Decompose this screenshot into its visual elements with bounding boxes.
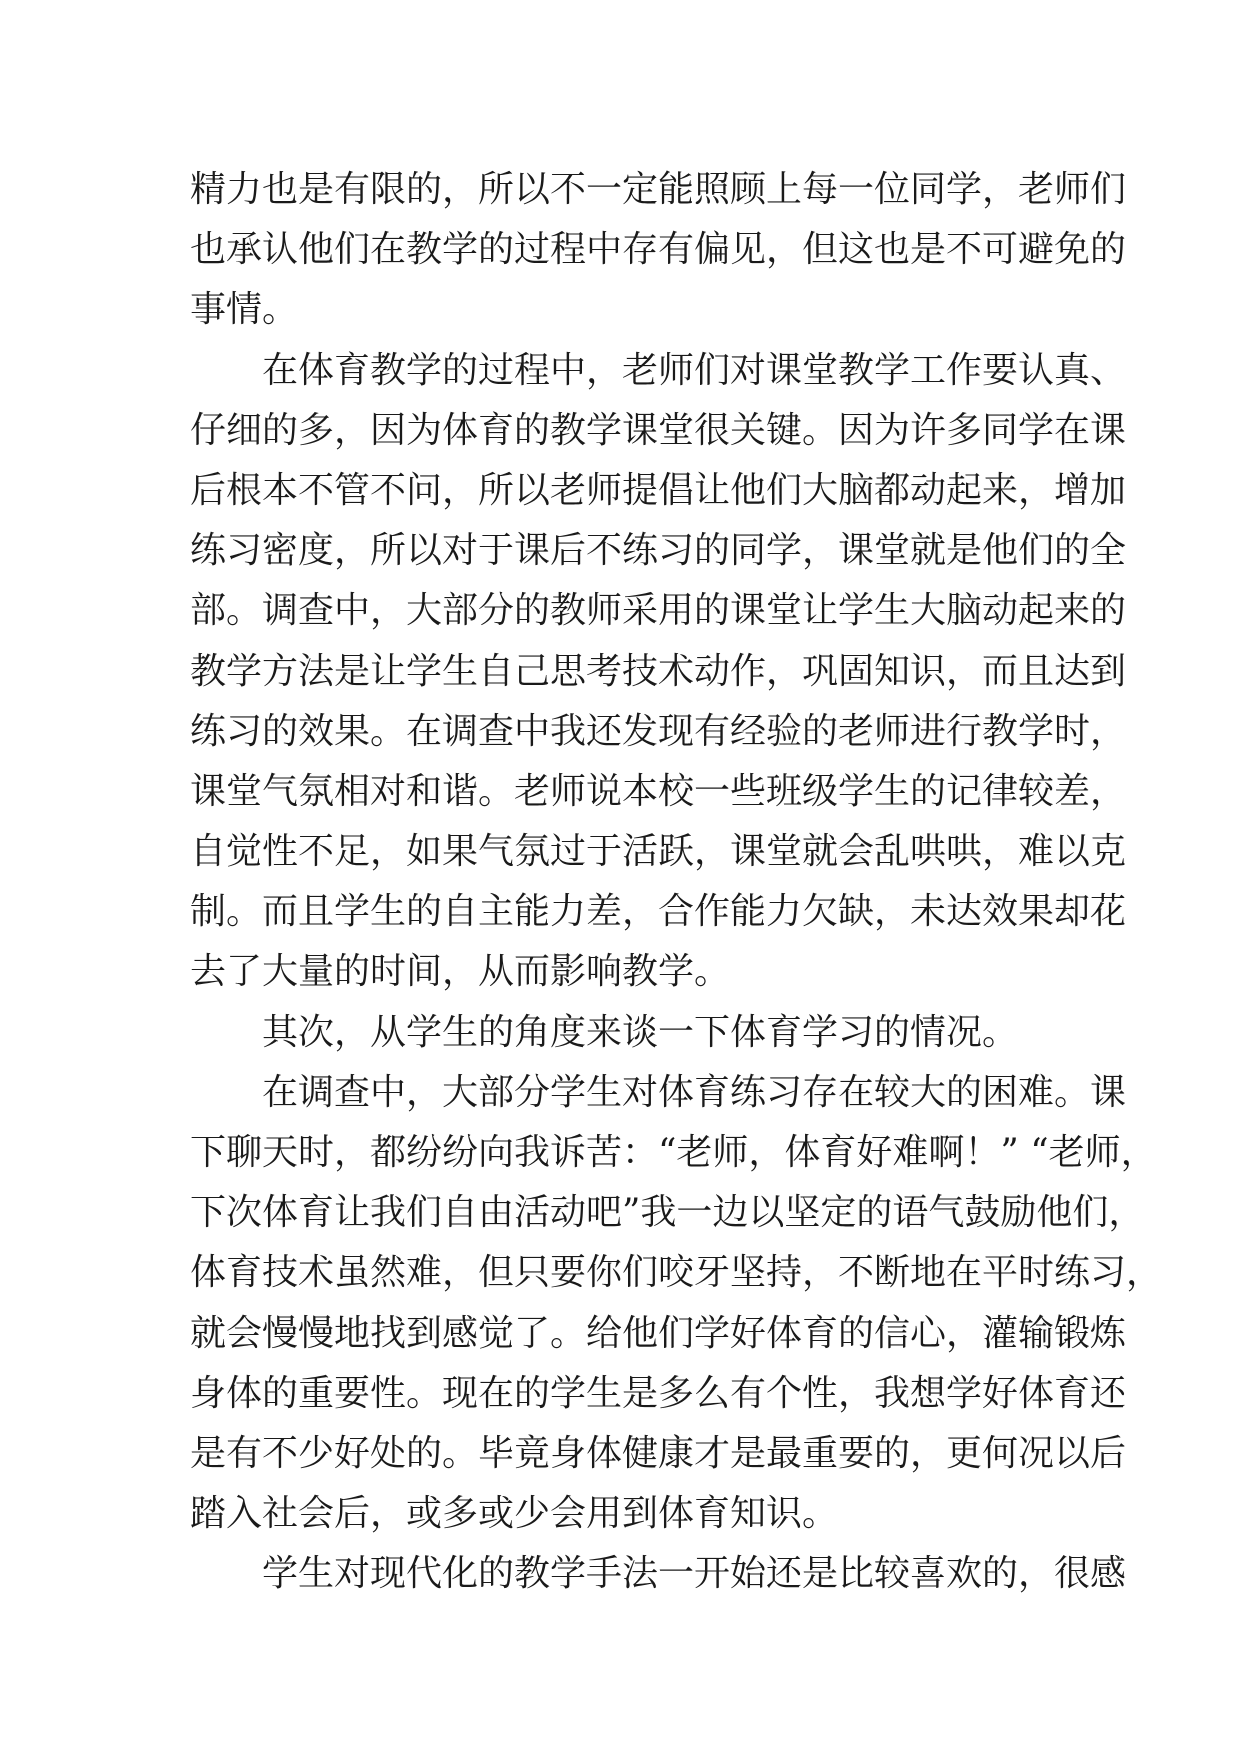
text-line: 事情。 [190, 289, 299, 331]
text-line: 学生对现代化的教学手法一开始还是比较喜欢的，很感 [262, 1553, 1127, 1595]
text-line: 仔细的多，因为体育的教学课堂很关键。因为许多同学在课 [190, 409, 1127, 451]
text-line: 踏入社会后，或多或少会用到体育知识。 [190, 1493, 839, 1535]
text-line: 后根本不管不问，所以老师提倡让他们大脑都动起来，增加 [190, 469, 1127, 511]
text-line: 去了大量的时间，从而影响教学。 [190, 951, 731, 993]
text-line: 下次体育让我们自由活动吧”我一边以坚定的语气鼓励他们， [190, 1192, 1145, 1234]
text-line: 身体的重要性。现在的学生是多么有个性，我想学好体育还 [190, 1372, 1127, 1414]
text-line: 自觉性不足，如果气氛过于活跃，课堂就会乱哄哄，难以克 [190, 831, 1127, 873]
text-line: 其次，从学生的角度来谈一下体育学习的情况。 [262, 1011, 1019, 1053]
text-line: 部。调查中，大部分的教师采用的课堂让学生大脑动起来的 [190, 590, 1127, 632]
document-body [190, 160, 1163, 1605]
text-line: 也承认他们在教学的过程中存有偏见，但这也是不可避免的 [190, 229, 1127, 271]
text-line: 精力也是有限的，所以不一定能照顾上每一位同学，老师们 [190, 169, 1127, 210]
text-line: 下聊天时，都纷纷向我诉苦：“老师，体育好难啊！” “老师， [190, 1132, 1157, 1173]
text-line: 就会慢慢地找到感觉了。给他们学好体育的信心，灌输锻炼 [190, 1312, 1127, 1354]
text-line: 制。而且学生的自主能力差，合作能力欠缺，未达效果却花 [190, 891, 1127, 933]
text-line: 在体育教学的过程中，老师们对课堂教学工作要认真、 [262, 349, 1127, 391]
text-line: 练习的效果。在调查中我还发现有经验的老师进行教学时， [190, 710, 1127, 752]
text-line: 课堂气氛相对和谐。老师说本校一些班级学生的记律较差， [190, 770, 1127, 812]
text-line: 练习密度，所以对于课后不练习的同学，课堂就是他们的全 [190, 530, 1127, 572]
text-line: 教学方法是让学生自己思考技术动作，巩固知识，而且达到 [190, 650, 1127, 692]
text-line: 在调查中，大部分学生对体育练习存在较大的困难。课 [262, 1071, 1127, 1113]
text-line: 是有不少好处的。毕竟身体健康才是最重要的，更何况以后 [190, 1432, 1127, 1474]
text-line: 体育技术虽然难，但只要你们咬牙坚持，不断地在平时练习， [190, 1252, 1163, 1294]
